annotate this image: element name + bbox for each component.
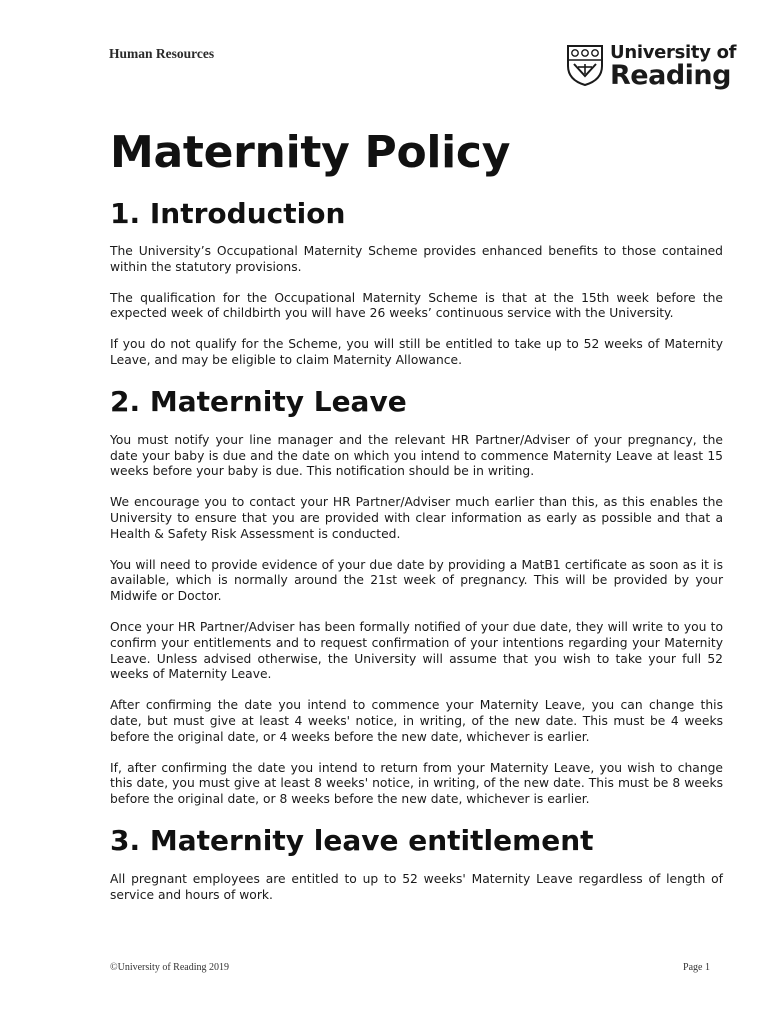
paragraph: You will need to provide evidence of your due date by providing a MatB1 certificate as soon as it is available, which is normally around the 21st week of pregnancy. This will be provided by your Midwife or Doctor. [110, 557, 723, 604]
logo-text-university-of: University of [610, 42, 737, 63]
paragraph: If, after confirming the date you intend to return from your Maternity Leave, you wish to change this date, you must give at least 8 weeks' notice, in writing, of the new date. This must be 8 weeks before the original date, or 8 weeks before the new date, whichever is earlier. [110, 760, 723, 807]
section-maternity-leave-entitlement [110, 823, 723, 904]
footer-page-number: Page 1 [683, 962, 710, 973]
paragraph: After confirming the date you intend to commence your Maternity Leave, you can change this date, but must give at least 4 weeks' notice, in writing, of the new date. This must be 4 weeks before the original date, or 4 weeks before the new date, whichever is earlier. [110, 698, 723, 744]
paragraph: Once your HR Partner/Adviser has been formally notified of your due date, they will write to you to confirm your entitlements and to request confirmation of your intentions regarding your Maternity Leave. Unless advised otherwise, the University will assume that you wish to take your full 52 weeks of Maternity Leave. [110, 619, 723, 682]
document-title: Maternity Policy [110, 127, 511, 178]
department-label: Human Resources [109, 46, 215, 61]
paragraph: If you do not qualify for the Scheme, you will still be entitled to take up to 52 weeks of Maternity Leave, and may be eligible to claim Maternity Allowance. [110, 337, 723, 367]
logo-text-reading: Reading [610, 60, 731, 91]
university-logo [566, 42, 737, 94]
section-introduction [110, 196, 723, 369]
section-heading: 1. Introduction [110, 197, 346, 230]
paragraph: We encourage you to contact your HR Partner/Adviser much earlier than this, as this enables the University to ensure that you are provided with clear information as early as possible and that a Health & Safety Risk Assessment is conducted. [110, 495, 723, 541]
footer-copyright: ©University of Reading 2019 [110, 962, 229, 973]
document-body [110, 124, 723, 904]
section-maternity-leave [110, 384, 723, 808]
paragraph: All pregnant employees are entitled to up to 52 weeks' Maternity Leave regardless of length of service and hours of work. [110, 871, 723, 902]
section-heading: 2. Maternity Leave [110, 384, 407, 418]
crest-icon [566, 44, 604, 86]
paragraph: You must notify your line manager and the relevant HR Partner/Adviser of your pregnancy, the date your baby is due and the date on which you intend to commence Maternity Leave at least 15 weeks before your baby is due. This notification should be in writing. [110, 432, 723, 479]
section-heading: 3. Maternity leave entitlement [110, 823, 594, 857]
paragraph: The qualification for the Occupational Maternity Scheme is that at the 15th week before the expected week of childbirth you will have 26 weeks’ continuous service with the University. [110, 290, 723, 321]
paragraph: The University’s Occupational Maternity Scheme provides enhanced benefits to those contained within the statutory provisions. [110, 244, 723, 274]
